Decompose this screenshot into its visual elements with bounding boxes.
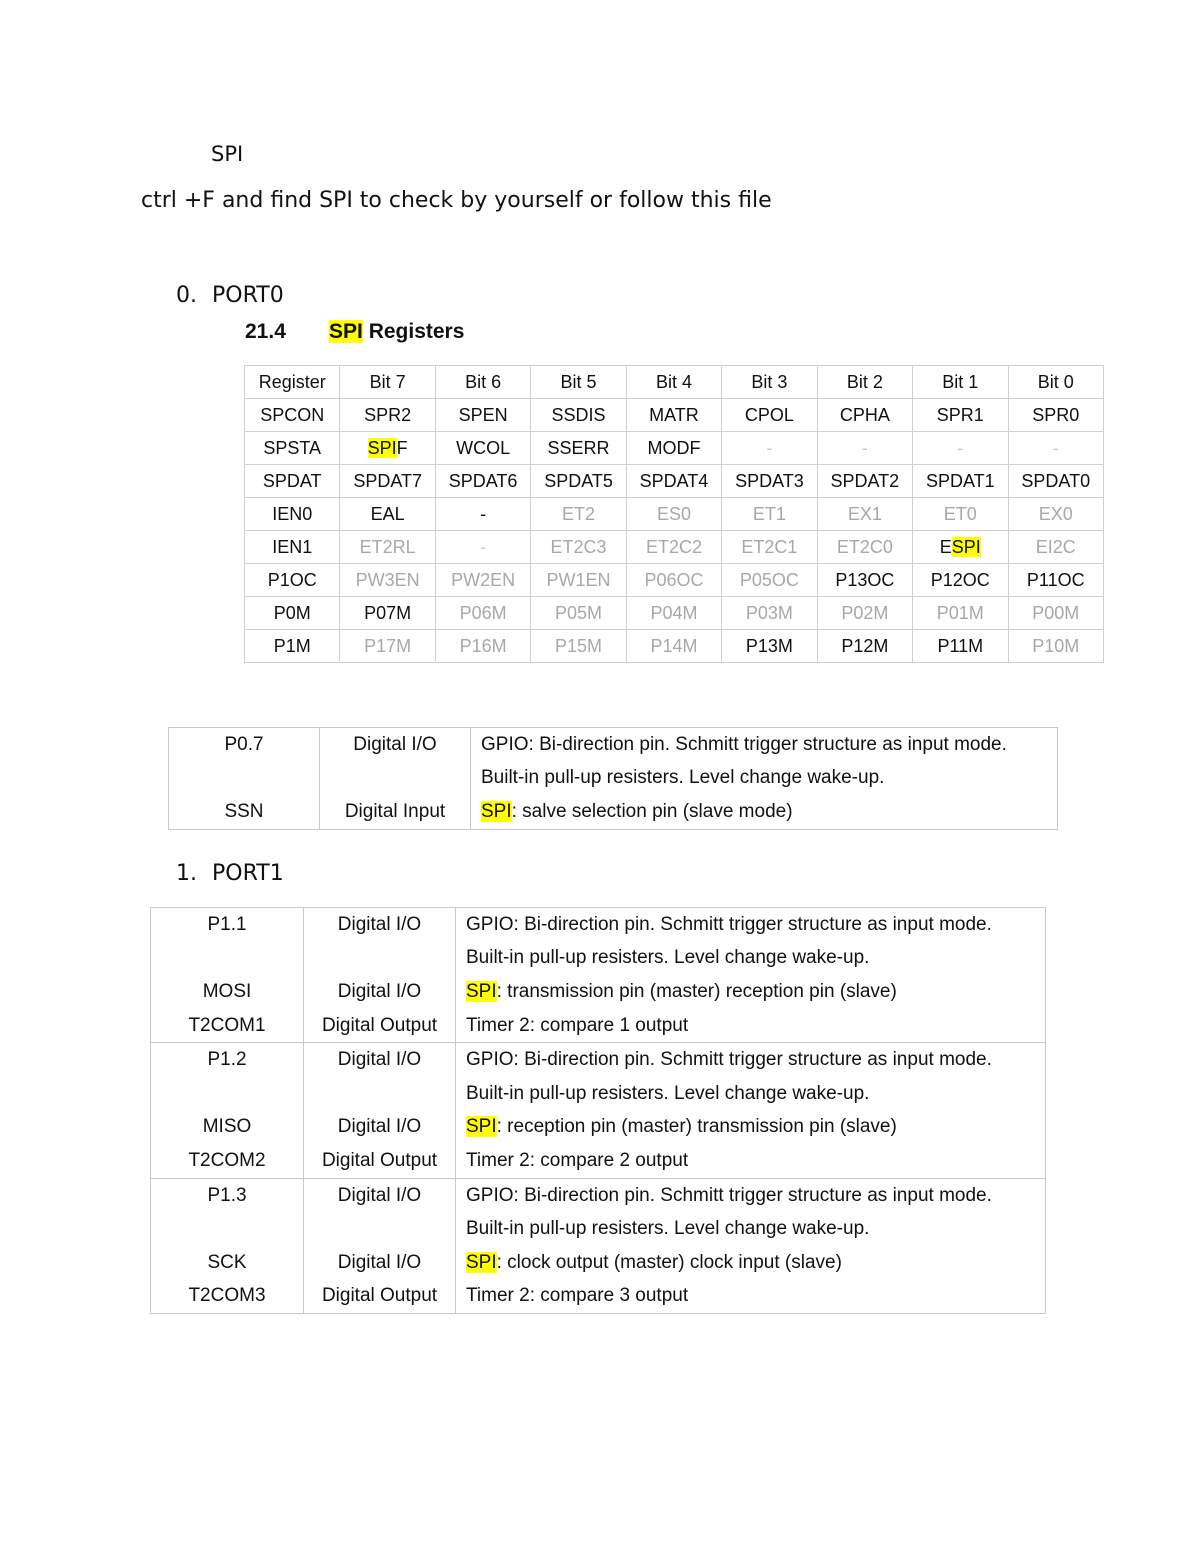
register-cell: P00M — [1008, 597, 1104, 630]
page-title: SPI — [211, 142, 244, 166]
register-cell: P02M — [817, 597, 912, 630]
register-cell-highlight: SPI — [367, 437, 397, 458]
register-cell: CPHA — [817, 399, 912, 432]
register-cell: SPDAT4 — [626, 465, 721, 498]
pin-type — [304, 1212, 456, 1246]
pin-row — [151, 1212, 1046, 1246]
register-row — [245, 531, 1104, 564]
register-cell: P01M — [913, 597, 1008, 630]
register-row — [245, 465, 1104, 498]
pin-name: T2COM1 — [151, 1009, 304, 1043]
register-cell: P14M — [626, 630, 721, 663]
pin-row — [151, 1178, 1046, 1212]
register-cell: ET1 — [722, 498, 817, 531]
register-header-cell: Bit 3 — [722, 366, 817, 399]
pin-name: MOSI — [151, 975, 304, 1009]
register-cell: P13OC — [817, 564, 912, 597]
register-cell: SPR0 — [1008, 399, 1104, 432]
pin-type: Digital Output — [304, 1144, 456, 1178]
register-cell: P0M — [245, 597, 340, 630]
pin-row — [151, 1280, 1046, 1314]
register-cell: PW1EN — [531, 564, 626, 597]
pin-type: Digital I/O — [304, 1246, 456, 1280]
register-cell: ET2C3 — [531, 531, 626, 564]
register-cell: SPDAT5 — [531, 465, 626, 498]
register-cell: SPR2 — [340, 399, 435, 432]
port0-number: 0. — [176, 283, 197, 308]
register-cell: IEN1 — [245, 531, 340, 564]
register-cell: EAL — [340, 498, 435, 531]
register-row — [245, 399, 1104, 432]
register-cell: SPDAT — [245, 465, 340, 498]
register-cell: - — [913, 432, 1008, 465]
spi-highlight: SPI — [481, 800, 512, 822]
port0-label: PORT0 — [212, 283, 284, 308]
register-cell: ET2C1 — [722, 531, 817, 564]
pin-description: GPIO: Bi-direction pin. Schmitt trigger structure as input mode. — [456, 908, 1046, 942]
pin-row — [151, 942, 1046, 976]
register-cell: SPIF — [340, 432, 435, 465]
pin-description: Built-in pull-up resisters. Level change wake-up. — [471, 762, 1058, 796]
pin-row — [169, 795, 1058, 829]
pin-name — [151, 1077, 304, 1111]
pin-name — [151, 942, 304, 976]
pin-type: Digital Input — [320, 795, 471, 829]
pin-description: GPIO: Bi-direction pin. Schmitt trigger structure as input mode. — [456, 1043, 1046, 1077]
register-header-cell: Bit 0 — [1008, 366, 1104, 399]
port1-number: 1. — [176, 861, 197, 886]
pin-type — [304, 1077, 456, 1111]
register-cell: SPDAT3 — [722, 465, 817, 498]
register-cell: - — [435, 531, 530, 564]
pin-row — [151, 975, 1046, 1009]
register-cell: P06M — [435, 597, 530, 630]
register-row — [245, 564, 1104, 597]
register-cell-highlight: SPI — [951, 536, 981, 557]
pin-name: P1.3 — [151, 1178, 304, 1212]
pin-description: SPI: clock output (master) clock input (slave) — [456, 1246, 1046, 1280]
register-cell: P13M — [722, 630, 817, 663]
pin-name: P0.7 — [169, 728, 320, 762]
register-cell: SPR1 — [913, 399, 1008, 432]
pin-row — [151, 1144, 1046, 1178]
register-cell: WCOL — [435, 432, 530, 465]
pin-description: Timer 2: compare 1 output — [456, 1009, 1046, 1043]
register-cell: P07M — [340, 597, 435, 630]
pin-description: Timer 2: compare 2 output — [456, 1144, 1046, 1178]
pin-type: Digital Output — [304, 1009, 456, 1043]
spi-highlight: SPI — [466, 1116, 497, 1138]
register-cell: P05OC — [722, 564, 817, 597]
pin-description: SPI: salve selection pin (slave mode) — [471, 795, 1058, 829]
section-rest: Registers — [362, 320, 465, 343]
pin-type — [304, 942, 456, 976]
register-row — [245, 432, 1104, 465]
register-header-cell: Register — [245, 366, 340, 399]
register-cell: SPDAT1 — [913, 465, 1008, 498]
spi-register-table — [244, 365, 1104, 663]
pin-type: Digital I/O — [304, 1111, 456, 1145]
pin-row — [151, 908, 1046, 942]
pin-row — [151, 1246, 1046, 1280]
register-cell: P15M — [531, 630, 626, 663]
pin-description: Built-in pull-up resisters. Level change wake-up. — [456, 1212, 1046, 1246]
register-cell: P17M — [340, 630, 435, 663]
register-header-cell: Bit 4 — [626, 366, 721, 399]
register-cell: EX1 — [817, 498, 912, 531]
pin-name: T2COM3 — [151, 1280, 304, 1314]
register-header-row — [245, 366, 1104, 399]
register-cell: SSDIS — [531, 399, 626, 432]
register-cell: EX0 — [1008, 498, 1104, 531]
pin-description: Built-in pull-up resisters. Level change wake-up. — [456, 942, 1046, 976]
instruction-text: ctrl +F and find SPI to check by yourself or follow this file — [141, 188, 772, 213]
pin-type: Digital Output — [304, 1280, 456, 1314]
pin-name: SSN — [169, 795, 320, 829]
pin-type — [320, 762, 471, 796]
register-cell: CPOL — [722, 399, 817, 432]
register-cell: P06OC — [626, 564, 721, 597]
section-number: 21.4 — [245, 320, 286, 343]
pin-type: Digital I/O — [304, 975, 456, 1009]
register-cell: SPDAT2 — [817, 465, 912, 498]
register-cell: PW2EN — [435, 564, 530, 597]
port1-pin-table — [150, 907, 1046, 1314]
register-cell: MODF — [626, 432, 721, 465]
register-cell: P12OC — [913, 564, 1008, 597]
register-cell: P1OC — [245, 564, 340, 597]
register-cell: ET2C0 — [817, 531, 912, 564]
spi-highlight: SPI — [466, 1251, 497, 1273]
pin-description: Built-in pull-up resisters. Level change wake-up. — [456, 1077, 1046, 1111]
register-header-cell: Bit 6 — [435, 366, 530, 399]
spi-highlight: SPI — [466, 980, 497, 1002]
pin-name: SCK — [151, 1246, 304, 1280]
pin-name: MISO — [151, 1111, 304, 1145]
pin-name — [169, 762, 320, 796]
port1-heading — [176, 861, 284, 886]
register-cell: P1M — [245, 630, 340, 663]
register-cell-prefix: E — [939, 536, 952, 557]
pin-name: P1.1 — [151, 908, 304, 942]
register-cell: SPDAT6 — [435, 465, 530, 498]
register-cell: SPCON — [245, 399, 340, 432]
pin-type: Digital I/O — [304, 1178, 456, 1212]
section-title — [245, 320, 464, 344]
section-highlight: SPI — [329, 320, 363, 343]
register-cell: ET2RL — [340, 531, 435, 564]
register-cell: P11M — [913, 630, 1008, 663]
register-cell: SPDAT0 — [1008, 465, 1104, 498]
register-row — [245, 597, 1104, 630]
register-row — [245, 498, 1104, 531]
register-cell: SPEN — [435, 399, 530, 432]
pin-type: Digital I/O — [304, 1043, 456, 1077]
register-cell: PW3EN — [340, 564, 435, 597]
pin-name: P1.2 — [151, 1043, 304, 1077]
pin-type: Digital I/O — [320, 728, 471, 762]
register-cell: P16M — [435, 630, 530, 663]
register-cell — [913, 531, 1008, 564]
register-cell: ET2 — [531, 498, 626, 531]
pin-name — [151, 1212, 304, 1246]
register-cell: P12M — [817, 630, 912, 663]
register-header-cell: Bit 2 — [817, 366, 912, 399]
pin-row — [151, 1077, 1046, 1111]
pin-type: Digital I/O — [304, 908, 456, 942]
register-row — [245, 630, 1104, 663]
register-cell: P03M — [722, 597, 817, 630]
register-cell: SPDAT7 — [340, 465, 435, 498]
pin-row — [169, 762, 1058, 796]
register-cell: MATR — [626, 399, 721, 432]
pin-row — [151, 1009, 1046, 1043]
register-header-cell: Bit 7 — [340, 366, 435, 399]
register-cell: SPSTA — [245, 432, 340, 465]
register-cell: EI2C — [1008, 531, 1104, 564]
pin-row — [151, 1043, 1046, 1077]
pin-row — [169, 728, 1058, 762]
register-header-cell: Bit 5 — [531, 366, 626, 399]
register-cell: ES0 — [626, 498, 721, 531]
register-cell: P04M — [626, 597, 721, 630]
pin-name: T2COM2 — [151, 1144, 304, 1178]
pin-row — [151, 1111, 1046, 1145]
register-cell: SSERR — [531, 432, 626, 465]
port1-label: PORT1 — [212, 861, 284, 886]
pin-description: GPIO: Bi-direction pin. Schmitt trigger structure as input mode. — [471, 728, 1058, 762]
register-cell: ET0 — [913, 498, 1008, 531]
pin-description: GPIO: Bi-direction pin. Schmitt trigger structure as input mode. — [456, 1178, 1046, 1212]
register-cell: - — [817, 432, 912, 465]
register-cell: P10M — [1008, 630, 1104, 663]
register-cell: P05M — [531, 597, 626, 630]
pin-description: SPI: reception pin (master) transmission pin (slave) — [456, 1111, 1046, 1145]
register-cell: - — [435, 498, 530, 531]
pin-description: SPI: transmission pin (master) reception pin (slave) — [456, 975, 1046, 1009]
register-cell: - — [722, 432, 817, 465]
port0-heading — [176, 283, 284, 308]
port0-pin-table — [168, 727, 1058, 830]
register-cell: P11OC — [1008, 564, 1104, 597]
register-header-cell: Bit 1 — [913, 366, 1008, 399]
register-cell: - — [1008, 432, 1104, 465]
pin-description: Timer 2: compare 3 output — [456, 1280, 1046, 1314]
register-cell: ET2C2 — [626, 531, 721, 564]
register-cell: IEN0 — [245, 498, 340, 531]
